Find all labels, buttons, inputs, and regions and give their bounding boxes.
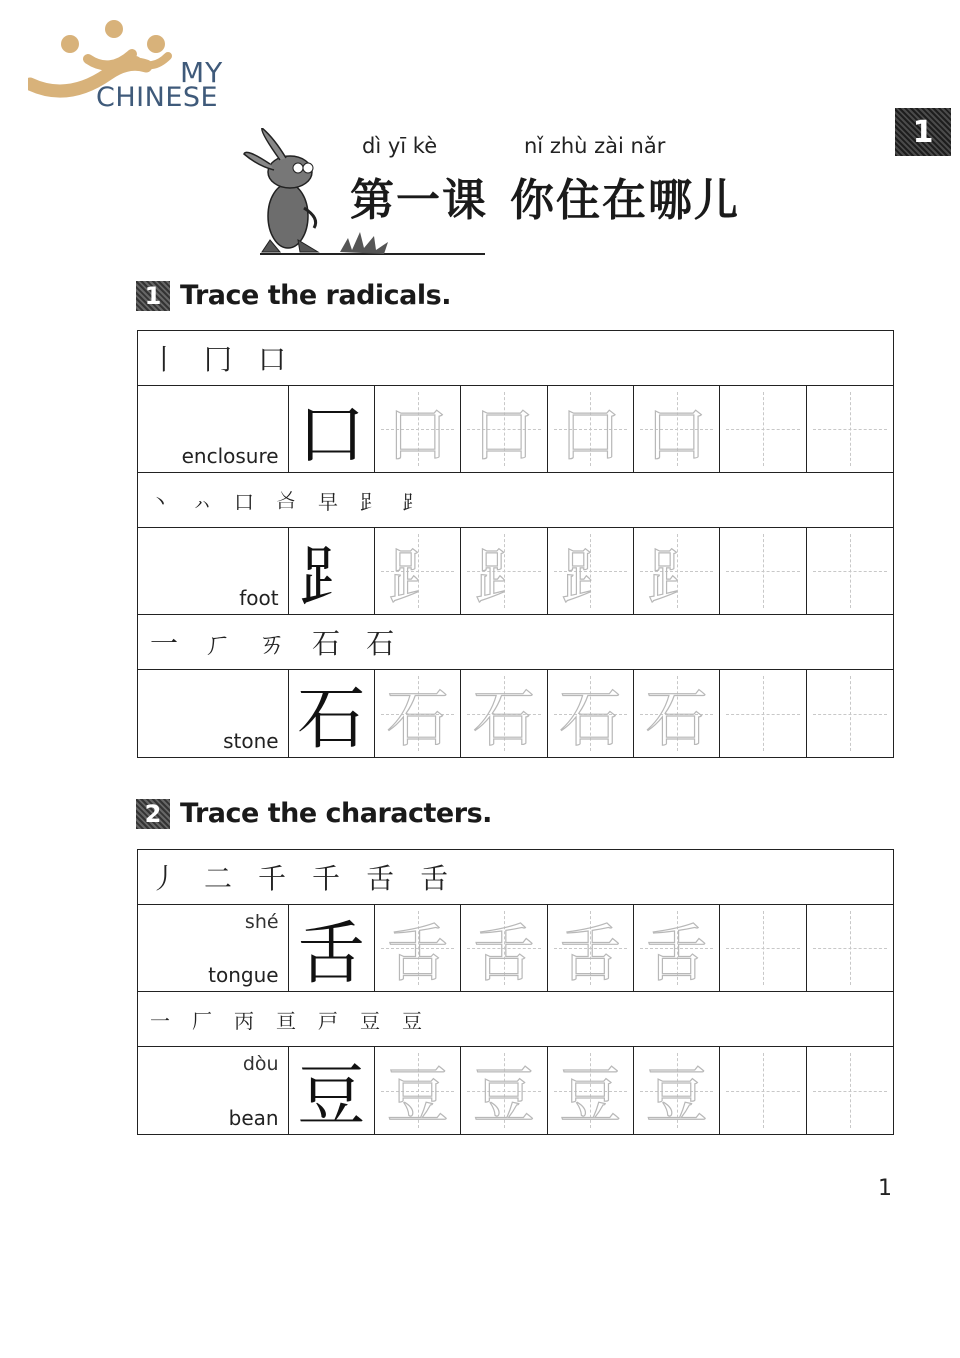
trace-character: 豆: [645, 1059, 708, 1132]
empty-practice-cell[interactable]: [720, 386, 806, 472]
trace-cell[interactable]: [375, 528, 461, 614]
model-character-cell: [289, 386, 375, 472]
stroke-step: 千: [258, 862, 287, 895]
section-1-heading: [136, 280, 451, 311]
stroke-step: 冂: [204, 343, 233, 376]
logo-text-my: MY: [180, 56, 224, 89]
trace-cell[interactable]: [375, 1047, 461, 1134]
radicals-grid: [137, 330, 894, 758]
empty-practice-cell[interactable]: [720, 670, 806, 757]
trace-character: 口: [645, 397, 708, 471]
trace-cell[interactable]: [548, 386, 634, 472]
trace-character: 舌: [645, 916, 708, 990]
trace-cell[interactable]: [548, 905, 634, 991]
label-cell: [138, 905, 289, 991]
title-hanzi-1: 第一课: [350, 175, 488, 226]
title-pinyin-1: dì yī kè: [362, 134, 438, 158]
stroke-step: ㄞ: [258, 627, 287, 660]
model-character: 舌: [297, 914, 366, 991]
trace-cell[interactable]: [375, 386, 461, 472]
model-character: 豆: [297, 1057, 366, 1134]
stroke-step: 石: [312, 627, 341, 660]
title-hanzi-2: 你住在哪儿: [510, 175, 740, 226]
section-1-title: Trace the radicals.: [180, 280, 451, 311]
stroke-step: 丿: [150, 862, 179, 895]
trace-character: 豆: [559, 1059, 622, 1132]
label-cell: [138, 386, 289, 472]
stroke-step: 千: [312, 862, 341, 895]
stroke-step: 豆: [360, 1008, 380, 1033]
model-character: 口: [297, 395, 366, 472]
stroke-step: 口: [234, 489, 254, 514]
trace-character: ⻊: [559, 539, 622, 613]
english-label: bean: [228, 1106, 279, 1130]
stroke-step: 豆: [402, 1008, 422, 1033]
practice-row: [138, 386, 893, 473]
trace-character: 口: [386, 397, 449, 471]
english-label: enclosure: [181, 444, 279, 468]
stroke-step: 二: [204, 862, 233, 895]
model-character-cell: [289, 528, 375, 614]
section-1-number: 1: [136, 281, 170, 311]
empty-practice-cell[interactable]: [807, 670, 893, 757]
trace-character: 石: [645, 682, 708, 755]
trace-cell[interactable]: [634, 670, 720, 757]
practice-row: [138, 905, 893, 992]
label-cell: [138, 1047, 289, 1134]
empty-practice-cell[interactable]: [807, 528, 893, 614]
trace-cell[interactable]: [634, 528, 720, 614]
trace-cell[interactable]: [461, 528, 547, 614]
trace-character: 口: [472, 397, 535, 471]
trace-character: 石: [386, 682, 449, 755]
trace-character: 舌: [386, 916, 449, 990]
trace-cell[interactable]: [634, 905, 720, 991]
trace-character: ⻊: [645, 539, 708, 613]
empty-practice-cell[interactable]: [807, 1047, 893, 1134]
stroke-order-row: [138, 473, 893, 528]
lesson-number-tab: 1: [895, 108, 951, 156]
model-character-cell: [289, 905, 375, 991]
trace-cell[interactable]: [375, 905, 461, 991]
stroke-step: ⻊: [402, 489, 422, 514]
stroke-step: 丙: [234, 1008, 254, 1033]
trace-cell[interactable]: [548, 1047, 634, 1134]
stroke-step: 舌: [366, 862, 395, 895]
model-character-cell: [289, 670, 375, 757]
model-character-cell: [289, 1047, 375, 1134]
empty-practice-cell[interactable]: [720, 1047, 806, 1134]
trace-character: ⻊: [386, 539, 449, 613]
stroke-step: 厂: [192, 1008, 212, 1033]
empty-practice-cell[interactable]: [807, 386, 893, 472]
stroke-step: ㇵ: [192, 489, 212, 514]
stroke-step: 戸: [318, 1008, 338, 1033]
trace-cell[interactable]: [548, 528, 634, 614]
trace-cell[interactable]: [461, 386, 547, 472]
page-number: 1: [878, 1176, 892, 1201]
practice-row: [138, 528, 893, 615]
stroke-step: 𧾷: [360, 489, 380, 514]
pinyin-label: dòu: [242, 1053, 279, 1075]
logo-text-chinese: CHINESE: [96, 82, 219, 113]
trace-cell[interactable]: [375, 670, 461, 757]
section-2-title: Trace the characters.: [180, 798, 492, 829]
stroke-step: 丨: [150, 343, 179, 376]
stroke-step: 口: [258, 343, 287, 376]
stroke-step: 亘: [276, 1008, 296, 1033]
english-label: stone: [223, 729, 279, 753]
label-cell: [138, 670, 289, 757]
stroke-order-row: [138, 992, 893, 1047]
trace-cell[interactable]: [461, 905, 547, 991]
trace-character: ⻊: [472, 539, 535, 613]
trace-cell[interactable]: [634, 1047, 720, 1134]
empty-practice-cell[interactable]: [807, 905, 893, 991]
trace-character: 舌: [559, 916, 622, 990]
empty-practice-cell[interactable]: [720, 528, 806, 614]
stroke-step: ㄏ: [204, 627, 233, 660]
trace-cell[interactable]: [461, 670, 547, 757]
my-chinese-logo: [28, 14, 248, 113]
section-2-number: 2: [136, 799, 170, 829]
stroke-step: 丶: [150, 489, 170, 514]
trace-character: 石: [472, 682, 535, 755]
pinyin-label: shé: [244, 911, 279, 933]
model-character: 石: [297, 680, 366, 757]
stroke-step: 早: [318, 489, 338, 514]
stroke-step: 𠮣: [276, 488, 296, 513]
stroke-order-row: [138, 331, 893, 386]
stroke-order-row: [138, 615, 893, 670]
trace-character: 石: [559, 682, 622, 755]
stroke-step: 一: [150, 1008, 170, 1033]
english-label: foot: [239, 586, 279, 610]
trace-cell[interactable]: [548, 670, 634, 757]
empty-practice-cell[interactable]: [720, 905, 806, 991]
section-2-heading: [136, 798, 492, 829]
trace-cell[interactable]: [461, 1047, 547, 1134]
trace-character: 豆: [386, 1059, 449, 1132]
trace-cell[interactable]: [634, 386, 720, 472]
trace-character: 舌: [472, 916, 535, 990]
model-character: ⻊: [297, 537, 366, 614]
practice-row: [138, 1047, 893, 1134]
stroke-order-row: [138, 850, 893, 905]
characters-grid: [137, 849, 894, 1135]
practice-row: [138, 670, 893, 757]
label-cell: [138, 528, 289, 614]
trace-character: 豆: [472, 1059, 535, 1132]
stroke-step: 石: [366, 627, 395, 660]
stroke-step: 一: [150, 627, 179, 660]
trace-character: 口: [559, 397, 622, 471]
stroke-step: 舌: [420, 862, 449, 895]
english-label: tongue: [208, 963, 279, 987]
title-pinyin-2: nǐ zhù zài nǎr: [524, 134, 666, 158]
